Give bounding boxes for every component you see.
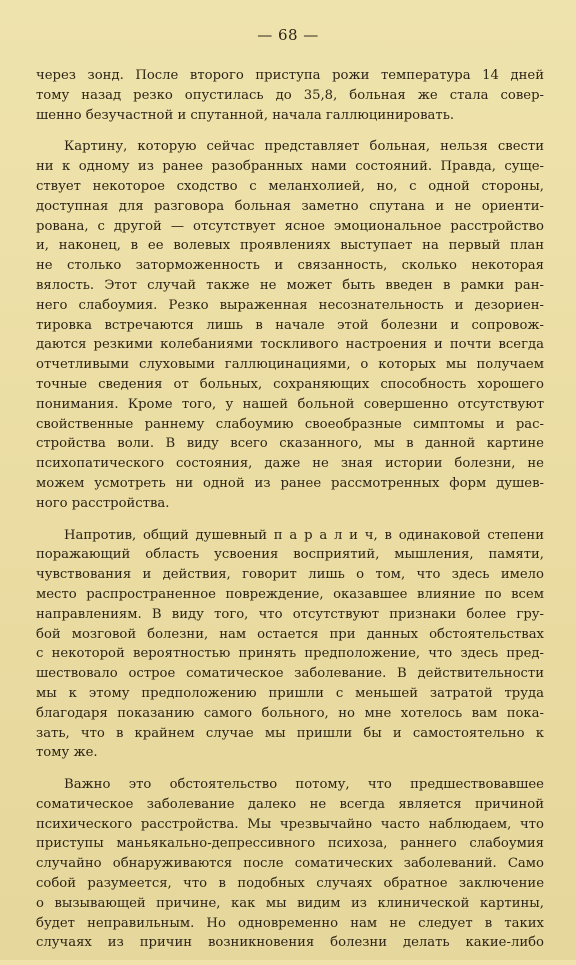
text-line: шенно безучастной и спутанной, начала галлюцинировать. bbox=[36, 107, 455, 123]
paragraph bbox=[36, 775, 544, 953]
text-line: ного расстройства. bbox=[36, 495, 170, 511]
text-line: зать, что в крайнем случае мы пришли бы и самостоятельно к bbox=[36, 725, 544, 741]
text-line: направлениям. В виду того, что отсутствуют признаки более гру- bbox=[36, 606, 544, 622]
text-line: случаях из причин возникновения болезни делать какие-либо bbox=[36, 935, 544, 951]
body-text bbox=[36, 66, 544, 965]
text-line: стройства воли. В виду всего сказанного, мы в данной картине bbox=[36, 436, 544, 452]
text-line: свойственные раннему слабоумию своеобразные симптомы и рас- bbox=[36, 416, 544, 432]
paragraph bbox=[36, 66, 544, 125]
text-line: место распространенное повреждение, оказавшее влияние по всем bbox=[36, 586, 544, 602]
paragraph bbox=[36, 137, 544, 513]
text-line: ни к одному из ранее разобранных нами состояний. Правда, суще- bbox=[36, 159, 544, 175]
text-line: понимания. Кроме того, у нашей больной совершенно отсутствуют bbox=[36, 396, 544, 412]
text-line: будет неправильным. Но одновременно нам не следует в таких bbox=[36, 915, 544, 931]
paragraph bbox=[36, 526, 544, 764]
text-line: вялость. Этот случай также не может быть введен в рамки ран- bbox=[36, 277, 544, 293]
text-line: даются резкими колебаниями тоскливого настроения и почти всегда bbox=[36, 337, 544, 353]
text-line: отчетливыми слуховыми галлюцинациями, о которых мы получаем bbox=[36, 357, 544, 373]
text-line: не столько заторможенность и связанность, сколько некоторая bbox=[36, 258, 544, 274]
text-line: случайно обнаруживаются после соматических заболеваний. Само bbox=[36, 856, 544, 872]
text-line: тировка встречаются лишь в начале этой болезни и сопровож- bbox=[36, 317, 544, 333]
text-line: приступы маньякально-депрессивного психоза, раннего слабоумия bbox=[36, 836, 544, 852]
text-line: доступная для разговора больная заметно спутана и не ориенти- bbox=[36, 198, 544, 214]
text-line: с некоторой вероятностью принять предположение, что здесь пред- bbox=[36, 646, 544, 662]
text-line: рована, с другой — отсутствует ясное эмоциональное расстройство bbox=[36, 218, 544, 234]
text-line: чувствования и действия, говорит лишь о том, что здесь имело bbox=[36, 567, 544, 583]
text-line: шествовало острое соматическое заболевание. В действительности bbox=[36, 666, 544, 682]
text-line: соматическое заболевание далеко не всегда является причиной bbox=[36, 796, 544, 812]
text-line: мы к этому предположению пришли с меньшей затратой труда bbox=[36, 685, 544, 701]
text-line: поражающий область усвоения восприятий, мышления, памяти, bbox=[36, 547, 544, 563]
text-line: и, наконец, в ее волевых проявлениях выступает на первый план bbox=[36, 238, 544, 254]
text-line: психического расстройства. Мы чрезвычайно часто наблюдаем, что bbox=[36, 816, 544, 832]
text-line: о вызывающей причине, как мы видим из клинической картины, bbox=[36, 895, 544, 911]
text-line: бой мозговой болезни, нам остается при данных обстоятельствах bbox=[36, 626, 544, 642]
text-line: благодаря показанию самого больного, но мне хотелось вам пока- bbox=[36, 705, 544, 721]
text-line: собой разумеется, что в подобных случаях обратное заключение bbox=[36, 876, 544, 892]
text-line: через зонд. После второго приступа рожи температура 14 дней bbox=[36, 68, 544, 83]
text-line: точные сведения от больных, сохраняющих способность хорошего bbox=[36, 376, 544, 392]
text-line: Напротив, общий душевный п а р а л и ч, в одинаковой степени bbox=[64, 527, 544, 543]
text-line: ствует некоторое сходство с меланхолией, но, с одной стороны, bbox=[36, 178, 544, 194]
text-line: можем усмотреть ни одной из ранее рассмотренных форм душев- bbox=[36, 475, 544, 491]
text-line: психопатического состояния, даже не зная истории болезни, не bbox=[36, 456, 544, 472]
text-line: Картину, которую сейчас представляет больная, нельзя свести bbox=[64, 139, 544, 155]
text-line: него слабоумия. Резко выраженная несознательность и дезориен- bbox=[36, 297, 544, 313]
text-line: тому назад резко опустилась до 35,8, больная же стала совер- bbox=[36, 87, 544, 103]
page-number: — 68 — bbox=[257, 26, 319, 44]
text-line: тому же. bbox=[36, 745, 98, 761]
text-line: Важно это обстоятельство потому, что предшествовавшее bbox=[64, 777, 544, 793]
